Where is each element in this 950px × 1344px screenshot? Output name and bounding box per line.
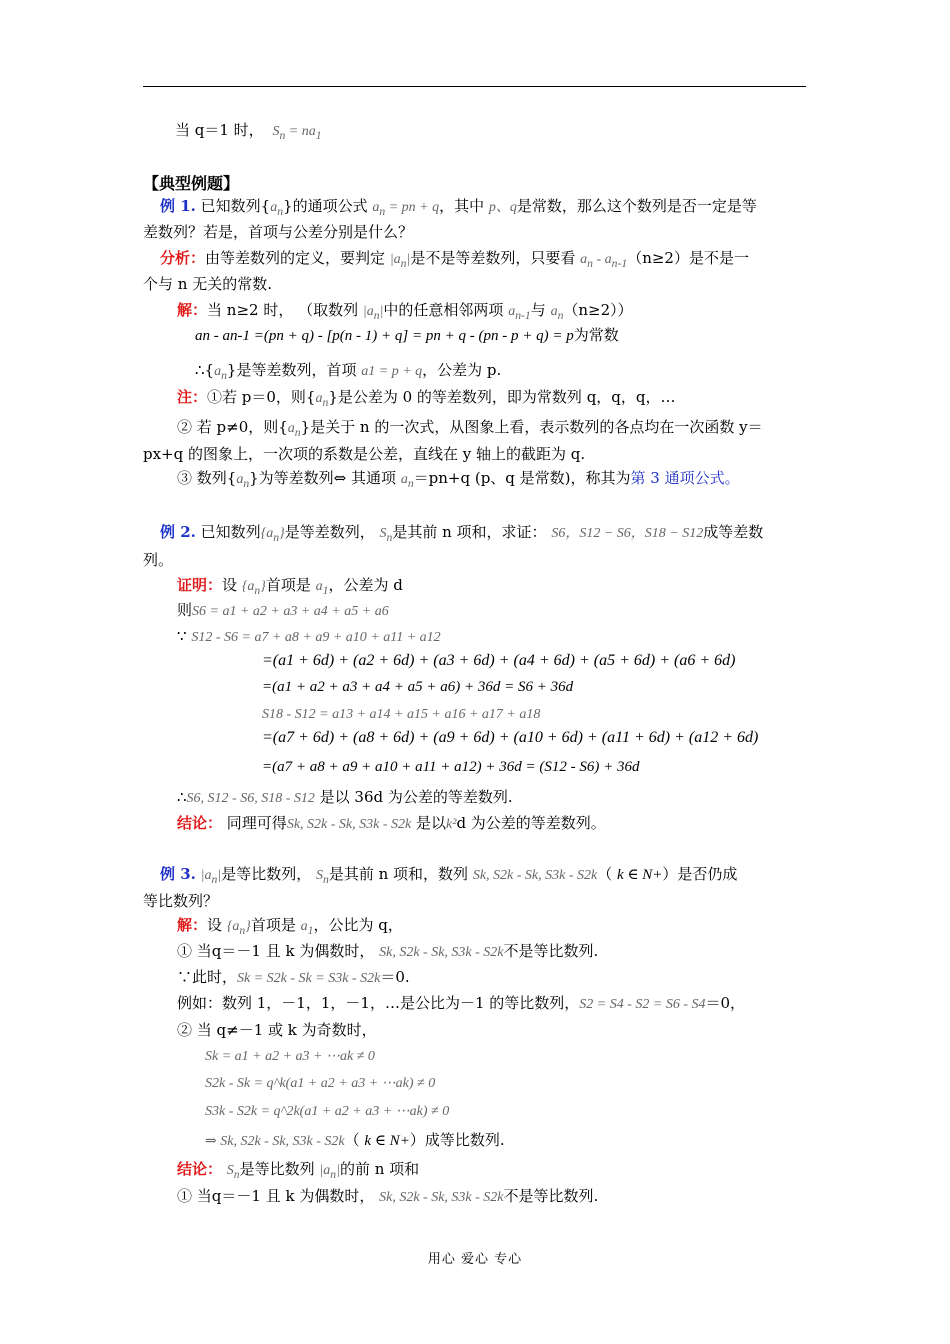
ex1-conclusion: $\therefore\{a_n\}$是等差数列，首项 a1 = p + q，公差为 p. (195, 361, 502, 382)
ex2-proof: 证明：设 $\{a_n\}$首项是 $a_1$，公差为 d (177, 576, 403, 597)
ex1-note3: ③ 数列$\{a_n\}$为等差数列⇔ 其通项 $a_n=pn+q$ (p、q 是常数)，称其为第 3 通项公式。 (177, 469, 740, 490)
ex1-question: 例 1. 已知数列$\{a_n\}$的通项公式 $a_n$ = pn + q，其中 p、q是常数，那么这个数列是否一定是等 (160, 197, 757, 218)
ex2-line3: =(a1 + a2 + a3 + a4 + a5 + a6) + 36d = S6 + 36d (262, 679, 574, 695)
ex2-conclusion: 结论： 同理可得Sk, S2k - Sk, S3k - S2k 是以k²d 为公差的等差数列。 (177, 814, 606, 832)
ex1-label: 例 1. (160, 197, 196, 215)
formula-link[interactable]: 第 3 通项公式。 (630, 469, 740, 487)
section-title: 【典型例题】 (143, 174, 240, 193)
sn-formula: $S_n = na_1$ (272, 124, 322, 142)
ex3-solution: 解：设 $\{a_n\}$首项是 $a_1$，公比为 q， (177, 916, 403, 937)
page-footer: 用心 爱心 专心 (427, 1252, 523, 1267)
ex3-question: 例 3. $|a_n|$是等比数列， $S_n$是其前 n 项和，数列 Sk, S2k - Sk, S3k - S2k（ k ∈ N+）是否仍成 (160, 865, 738, 886)
ex3-since: ∵此时，Sk = S2k - Sk = S3k - S2k＝0. (177, 968, 410, 986)
ex3-case1: ① 当q＝－1 且 k 为偶数时， Sk, S2k - Sk, S3k - S2k不是等比数列. (177, 942, 599, 960)
ex1-analysis-line2: 个与 n 无关的常数. (143, 275, 272, 293)
ex1-solution: 解：当 n≥2 时， （取数列 $|a_n|$中的任意相邻两项 $a_{n-1}$与 $a_n(n\ge 2)$） (177, 301, 633, 322)
ex2-line4: S18 - S12 = a13 + a14 + a15 + a16 + a17 + a18 (262, 707, 541, 722)
ex1-question-line2: 差数列？若是，首项与公差分别是什么？ (143, 223, 414, 241)
ex2-line6: =(a7 + a8 + a9 + a10 + a11 + a12) + 36d = (S12 - S6) + 36d (262, 759, 640, 775)
ex3-eq3: S3k - S2k = q^2k(a1 + a2 + a3 + ⋯ak) ≠ 0 (205, 1104, 450, 1119)
ex2-s6: 则S6 = a1 + a2 + a3 + a4 + a5 + a6 (177, 601, 389, 619)
ex1-note2-line2: px+q 的图象上，一次项的系数是公差，直线在 y 轴上的截距为 q. (143, 445, 586, 463)
ex3-case2: ② 当 q≠－1 或 k 为奇数时， (177, 1021, 377, 1039)
ex3-example: 例如：数列 1，－1，1，－1，…是公比为－1 的等比数列，S2 = S4 - S2 = S6 - S4＝0， (177, 994, 746, 1012)
ex2-line2: =(a1 + 6d) + (a2 + 6d) + (a3 + 6d) + (a4 + 6d) + (a5 + 6d) + (a6 + 6d) (262, 652, 736, 669)
ex2-question-line2: 列。 (143, 551, 174, 569)
ex3-eq2: S2k - Sk = q^k(a1 + a2 + a3 + ⋯ak) ≠ 0 (205, 1076, 436, 1091)
ex3-eq1: Sk = a1 + a2 + a3 + ⋯ak ≠ 0 (205, 1049, 375, 1064)
ex2-therefore: ∴S6, S12 - S6, S18 - S12 是以 36d 为公差的等差数列. (177, 788, 513, 806)
ex3-conclusion: 结论： $S_n$是等比数列 $|a_n|$的前 n 项和 (177, 1160, 420, 1181)
ex3-question-line2: 等比数列？ (143, 892, 219, 910)
ex2-line5: =(a7 + 6d) + (a8 + 6d) + (a9 + 6d) + (a10 + 6d) + (a11 + 6d) + (a12 + 6d) (262, 729, 759, 746)
ex2-question: 例 2. 已知数列$\{a_n\}$是等差数列， $S_n$是其前 n 项和，求证： S6，S12 − S6，S18 − S12成等差数 (160, 523, 764, 544)
ex1-note2: ② 若 p≠0，则$\{a_n\}$是关于 n 的一次式，从图象上看，表示数列的各点均在一次函数 y＝ (177, 418, 763, 439)
ex3-conclusion2: ① 当q＝－1 且 k 为偶数时， Sk, S2k - Sk, S3k - S2k不是等比数列. (177, 1187, 599, 1205)
ex1-analysis: 分析：由等差数列的定义，要判定 $|a_n|$是不是等差数列，只要看 $a_n - a_{n-1}(n\ge 2)$是不是一 (160, 249, 749, 270)
ex3-eq4: ⇒ Sk, S2k - Sk, S3k - S2k（ k ∈ N+）成等比数列. (205, 1131, 505, 1149)
header-rule (143, 86, 806, 87)
ex2-line1: ∵ S12 - S6 = a7 + a8 + a9 + a10 + a11 + a12 (177, 627, 441, 645)
ex1-note1: 注：①若 p＝0，则$\{a_n\}$是公差为 0 的等差数列，即为常数列 q，q，q，… (177, 388, 676, 409)
ex1-derivation: an - an-1 =(pn + q) - [p(n - 1) + q] = pn + q - (pn - p + q) = p为常数 (195, 326, 619, 344)
intro-line: 当 q＝1 时， $S_n = na_1$ (175, 121, 322, 142)
